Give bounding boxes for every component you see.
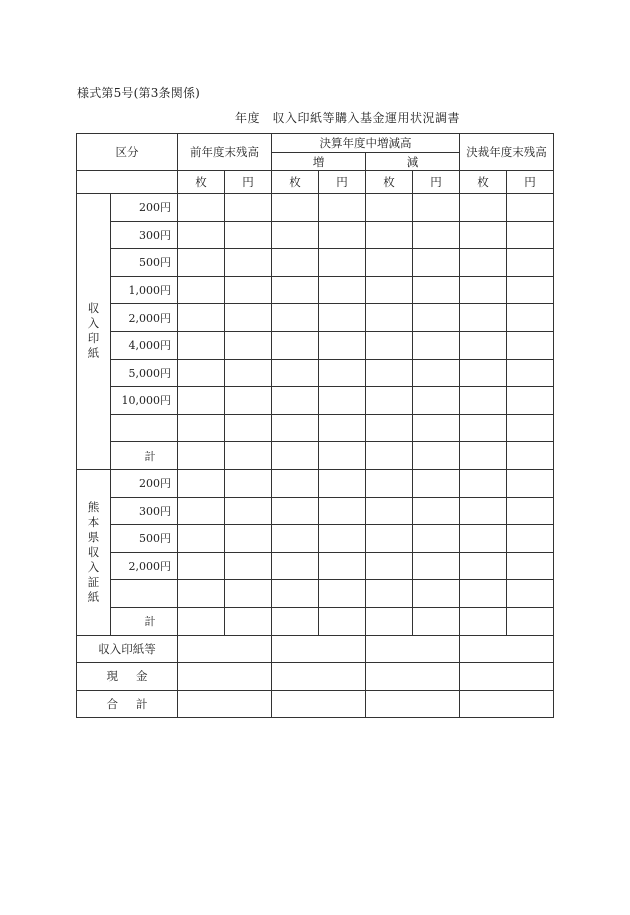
certificates-cell[interactable]: [413, 607, 460, 635]
certificates-group-char: 入: [87, 559, 100, 574]
certificates-cell[interactable]: [272, 580, 319, 608]
stamps-cell[interactable]: [413, 194, 460, 222]
stamps-cell[interactable]: [366, 331, 413, 359]
stamps-denomination: 1,000円: [111, 276, 178, 304]
stamps-cell[interactable]: [366, 414, 413, 442]
certificates-cell[interactable]: [460, 552, 507, 580]
stamps-denomination: 200円: [111, 194, 178, 222]
stamps-cell[interactable]: [272, 276, 319, 304]
certificates-cell[interactable]: [413, 580, 460, 608]
certificates-cell[interactable]: [366, 469, 413, 497]
certificates-cell[interactable]: [319, 469, 366, 497]
stamps-cell[interactable]: [319, 387, 366, 415]
unit-sheets: 枚: [366, 171, 413, 194]
stamps-denomination: 10,000円: [111, 387, 178, 415]
summary-cell[interactable]: [460, 635, 554, 663]
stamps-cell[interactable]: [225, 414, 272, 442]
summary-grand-total-label: 合計: [77, 690, 178, 718]
certificates-cell[interactable]: [413, 497, 460, 525]
certificates-denomination: [111, 580, 178, 608]
stamps-cell[interactable]: [366, 387, 413, 415]
stamps-cell[interactable]: [507, 249, 554, 277]
certificates-cell[interactable]: [366, 525, 413, 553]
stamps-denomination: 500円: [111, 249, 178, 277]
certificates-cell[interactable]: [413, 552, 460, 580]
stamps-group-label: [77, 194, 111, 470]
stamps-cell[interactable]: [507, 414, 554, 442]
certificates-cell[interactable]: [178, 525, 225, 553]
certificates-group-char: 収: [87, 544, 100, 559]
certificates-cell[interactable]: [178, 497, 225, 525]
certificates-cell[interactable]: [319, 497, 366, 525]
certificates-cell[interactable]: [319, 525, 366, 553]
stamps-cell[interactable]: [366, 221, 413, 249]
certificates-cell[interactable]: [507, 552, 554, 580]
stamps-cell[interactable]: [460, 414, 507, 442]
stamps-cell[interactable]: [272, 442, 319, 470]
unit-sheets: 枚: [178, 171, 225, 194]
certificates-cell[interactable]: [460, 469, 507, 497]
certificates-cell[interactable]: [366, 580, 413, 608]
summary-cell[interactable]: [272, 663, 366, 691]
stamps-cell[interactable]: [413, 387, 460, 415]
header-change: 決算年度中増減高: [272, 134, 460, 153]
stamps-denomination: 2,000円: [111, 304, 178, 332]
summary-cell[interactable]: [366, 635, 460, 663]
stamps-denomination: 300円: [111, 221, 178, 249]
certificates-denomination: 300円: [111, 497, 178, 525]
stamps-cell[interactable]: [319, 249, 366, 277]
stamps-cell[interactable]: [319, 414, 366, 442]
certificates-cell[interactable]: [507, 607, 554, 635]
stamps-denomination: 5,000円: [111, 359, 178, 387]
stamps-cell[interactable]: [319, 442, 366, 470]
certificates-cell[interactable]: [225, 469, 272, 497]
certificates-cell[interactable]: [319, 552, 366, 580]
stamps-cell[interactable]: [272, 221, 319, 249]
summary-stamps-etc-label: 収入印紙等: [77, 635, 178, 663]
certificates-cell[interactable]: [225, 497, 272, 525]
stamps-cell[interactable]: [460, 387, 507, 415]
stamps-cell[interactable]: [225, 359, 272, 387]
stamps-cell[interactable]: [225, 194, 272, 222]
certificates-denomination: 500円: [111, 525, 178, 553]
stamps-cell[interactable]: [460, 304, 507, 332]
stamps-cell[interactable]: [319, 331, 366, 359]
stamps-cell[interactable]: [225, 221, 272, 249]
stamps-cell[interactable]: [272, 387, 319, 415]
unit-sheets: 枚: [460, 171, 507, 194]
unit-sheets: 枚: [272, 171, 319, 194]
certificates-cell[interactable]: [366, 552, 413, 580]
certificates-group-char: 県: [87, 529, 100, 544]
stamps-total-label: 計: [111, 442, 178, 470]
stamps-cell[interactable]: [225, 249, 272, 277]
stamps-cell[interactable]: [413, 331, 460, 359]
stamps-cell[interactable]: [272, 304, 319, 332]
certificates-cell[interactable]: [460, 580, 507, 608]
certificates-cell[interactable]: [366, 607, 413, 635]
unit-yen: 円: [413, 171, 460, 194]
certificates-group-char: 証: [87, 574, 100, 589]
certificates-group-char: 本: [87, 514, 100, 529]
header-prev-balance: 前年度末残高: [178, 134, 272, 171]
stamps-cell[interactable]: [413, 359, 460, 387]
stamps-cell[interactable]: [366, 276, 413, 304]
stamps-cell[interactable]: [225, 331, 272, 359]
header-increase: 増: [272, 153, 366, 171]
stamps-cell[interactable]: [178, 387, 225, 415]
stamps-cell[interactable]: [178, 331, 225, 359]
stamps-cell[interactable]: [319, 359, 366, 387]
stamps-cell[interactable]: [507, 442, 554, 470]
stamps-cell[interactable]: [225, 442, 272, 470]
certificates-cell[interactable]: [225, 525, 272, 553]
summary-cell[interactable]: [272, 635, 366, 663]
certificates-cell[interactable]: [366, 497, 413, 525]
header-final-balance: 決裁年度末残高: [460, 134, 554, 171]
summary-cell[interactable]: [272, 690, 366, 718]
certificates-cell[interactable]: [460, 525, 507, 553]
stamps-group-char: 入: [87, 316, 100, 331]
stamps-cell[interactable]: [225, 276, 272, 304]
stamps-cell[interactable]: [366, 194, 413, 222]
stamps-cell[interactable]: [413, 414, 460, 442]
certificates-group-char: 熊: [87, 499, 100, 514]
stamps-cell[interactable]: [507, 194, 554, 222]
stamps-cell[interactable]: [507, 276, 554, 304]
stamps-cell[interactable]: [413, 442, 460, 470]
certificates-cell[interactable]: [413, 525, 460, 553]
certificates-cell[interactable]: [178, 580, 225, 608]
stamps-cell[interactable]: [366, 249, 413, 277]
certificates-cell[interactable]: [178, 607, 225, 635]
certificates-cell[interactable]: [225, 552, 272, 580]
stamps-cell[interactable]: [225, 304, 272, 332]
certificates-denomination: 200円: [111, 469, 178, 497]
certificates-group-label: [77, 469, 111, 635]
stamps-group-char: 紙: [87, 346, 100, 361]
certificates-total-label: 計: [111, 607, 178, 635]
stamps-cell[interactable]: [366, 359, 413, 387]
stamps-cell[interactable]: [178, 276, 225, 304]
stamps-cell[interactable]: [460, 331, 507, 359]
stamps-cell[interactable]: [178, 304, 225, 332]
summary-cell[interactable]: [460, 690, 554, 718]
stamps-cell[interactable]: [272, 249, 319, 277]
stamps-cell[interactable]: [178, 442, 225, 470]
stamps-cell[interactable]: [460, 276, 507, 304]
unit-yen: 円: [507, 171, 554, 194]
summary-cell[interactable]: [460, 663, 554, 691]
certificates-cell[interactable]: [178, 552, 225, 580]
stamps-cell[interactable]: [178, 221, 225, 249]
summary-cell[interactable]: [178, 690, 272, 718]
stamps-cell[interactable]: [413, 276, 460, 304]
certificates-cell[interactable]: [507, 525, 554, 553]
stamps-cell[interactable]: [507, 304, 554, 332]
summary-cell[interactable]: [366, 690, 460, 718]
stamps-cell[interactable]: [366, 304, 413, 332]
certificates-cell[interactable]: [319, 580, 366, 608]
certificates-cell[interactable]: [272, 552, 319, 580]
unit-yen: 円: [225, 171, 272, 194]
stamps-denomination: 4,000円: [111, 331, 178, 359]
stamps-cell[interactable]: [507, 387, 554, 415]
certificates-cell[interactable]: [272, 469, 319, 497]
summary-cell[interactable]: [178, 663, 272, 691]
stamps-denomination: [111, 414, 178, 442]
stamps-cell[interactable]: [413, 304, 460, 332]
summary-cell[interactable]: [178, 635, 272, 663]
certificates-cell[interactable]: [178, 469, 225, 497]
header-category-spacer: [77, 171, 178, 194]
certificates-cell[interactable]: [225, 607, 272, 635]
stamps-cell[interactable]: [178, 249, 225, 277]
stamps-cell[interactable]: [272, 359, 319, 387]
document-title: 年度 収入印紙等購入基金運用状況調書: [235, 111, 461, 125]
summary-cell[interactable]: [366, 663, 460, 691]
stamps-cell[interactable]: [319, 221, 366, 249]
certificates-cell[interactable]: [460, 497, 507, 525]
stamps-cell[interactable]: [272, 331, 319, 359]
header-decrease: 減: [366, 153, 460, 171]
summary-cash-label: 現金: [77, 663, 178, 691]
stamps-cell[interactable]: [225, 387, 272, 415]
certificates-cell[interactable]: [272, 607, 319, 635]
stamps-cell[interactable]: [272, 194, 319, 222]
stamps-cell[interactable]: [178, 194, 225, 222]
stamps-cell[interactable]: [413, 221, 460, 249]
stamps-cell[interactable]: [460, 249, 507, 277]
stamps-cell[interactable]: [366, 442, 413, 470]
certificates-group-char: 紙: [87, 589, 100, 604]
stamps-cell[interactable]: [507, 359, 554, 387]
certificates-cell[interactable]: [225, 580, 272, 608]
stamps-cell[interactable]: [507, 331, 554, 359]
stamps-cell[interactable]: [460, 442, 507, 470]
stamps-cell[interactable]: [460, 194, 507, 222]
certificates-cell[interactable]: [507, 580, 554, 608]
stamps-cell[interactable]: [460, 221, 507, 249]
certificates-cell[interactable]: [319, 607, 366, 635]
header-category: 区分: [77, 134, 178, 171]
certificates-cell[interactable]: [460, 607, 507, 635]
stamps-cell[interactable]: [319, 304, 366, 332]
certificates-denomination: 2,000円: [111, 552, 178, 580]
stamps-cell[interactable]: [178, 414, 225, 442]
stamps-cell[interactable]: [319, 276, 366, 304]
stamps-group-char: 印: [87, 331, 100, 346]
certificates-cell[interactable]: [272, 525, 319, 553]
stamps-cell[interactable]: [178, 359, 225, 387]
stamps-cell[interactable]: [507, 221, 554, 249]
stamps-cell[interactable]: [272, 414, 319, 442]
stamps-cell[interactable]: [413, 249, 460, 277]
fund-status-table: [76, 133, 554, 718]
unit-yen: 円: [319, 171, 366, 194]
certificates-cell[interactable]: [507, 497, 554, 525]
stamps-cell[interactable]: [460, 359, 507, 387]
form-number-label: 様式第5号(第3条関係): [77, 86, 201, 100]
stamps-group-char: 収: [87, 301, 100, 316]
certificates-cell[interactable]: [413, 469, 460, 497]
certificates-cell[interactable]: [272, 497, 319, 525]
stamps-cell[interactable]: [319, 194, 366, 222]
certificates-cell[interactable]: [507, 469, 554, 497]
